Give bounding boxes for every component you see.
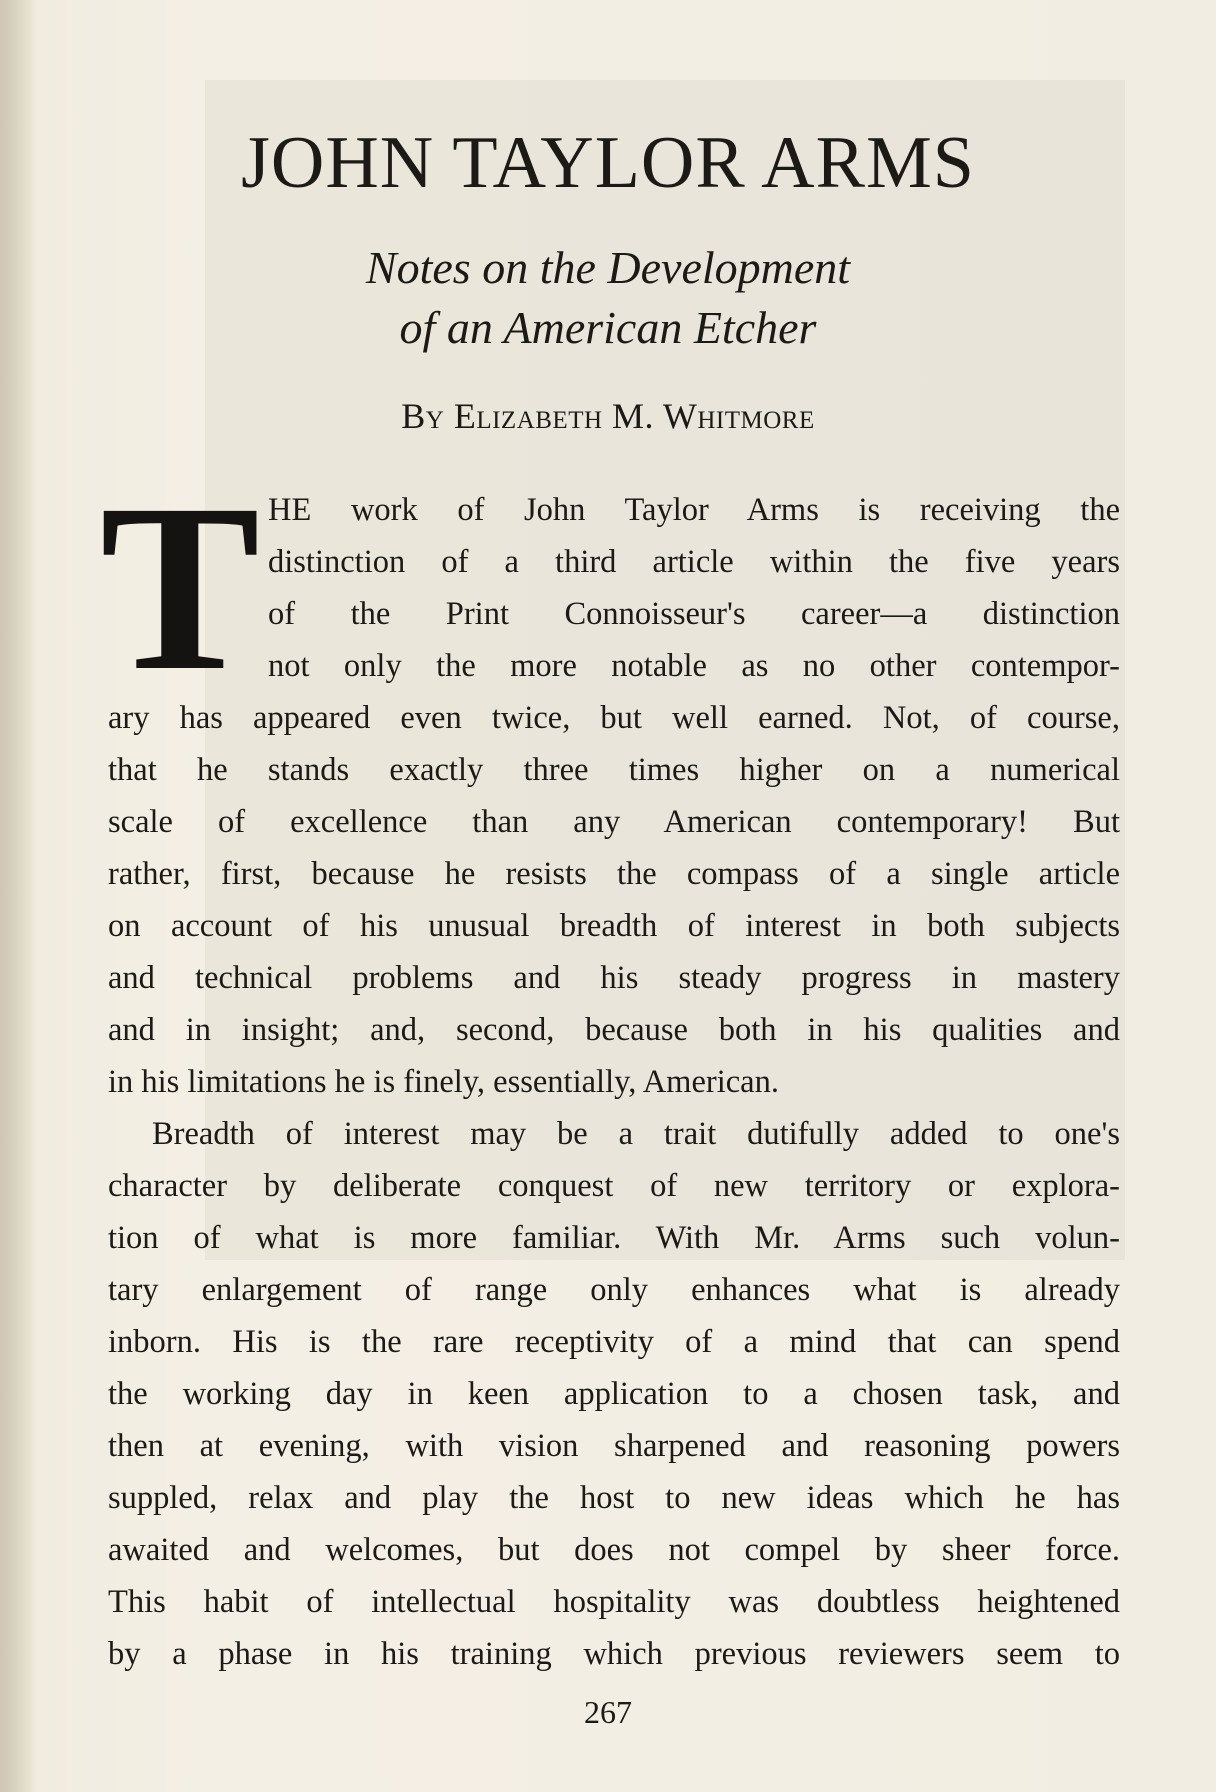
article-title: JOHN TAYLOR ARMS — [241, 122, 975, 204]
text-line: not only the more notable as no other contempor- — [268, 648, 1120, 684]
text-line: tary enlargement of range only enhances what is already — [108, 1272, 1120, 1308]
article-subtitle-line-2: of an American Etcher — [399, 302, 817, 353]
text-line: and in insight; and, second, because both in his qualities and — [108, 1012, 1120, 1048]
text-line: scale of excellence than any American contemporary! But — [108, 804, 1120, 840]
text-line: suppled, relax and play the host to new ideas which he has — [108, 1480, 1120, 1516]
text-line: by a phase in his training which previous reviewers seem to — [108, 1636, 1120, 1672]
text-line: on account of his unusual breadth of interest in both subjects — [108, 908, 1120, 944]
text-line: HE work of John Taylor Arms is receiving the — [268, 492, 1120, 528]
text-line: This habit of intellectual hospitality was doubtless heightened — [108, 1584, 1120, 1620]
text-line: and technical problems and his steady progress in mastery — [108, 960, 1120, 996]
text-line: ary has appeared even twice, but well earned. Not, of course, — [108, 700, 1120, 736]
text-line: the working day in keen application to a chosen task, and — [108, 1376, 1120, 1412]
text-line: inborn. His is the rare receptivity of a mind that can spend — [108, 1324, 1120, 1360]
text-line: rather, first, because he resists the compass of a single article — [108, 856, 1120, 892]
text-line: in his limitations he is finely, essentially, American. — [108, 1064, 779, 1100]
text-line: that he stands exactly three times higher on a numerical — [108, 752, 1120, 788]
text-line: of the Print Connoisseur's career—a distinction — [268, 596, 1120, 632]
article-subtitle-line-1: Notes on the Development — [365, 242, 851, 293]
text-line: tion of what is more familiar. With Mr. Arms such volun- — [108, 1220, 1120, 1256]
text-line: Breadth of interest may be a trait dutifully added to one's — [152, 1116, 1120, 1152]
text-line: character by deliberate conquest of new territory or explora- — [108, 1168, 1120, 1204]
author-byline: By Elizabeth M. Whitmore — [401, 396, 815, 436]
drop-cap: T — [100, 454, 261, 720]
text-line: then at evening, with vision sharpened and reasoning powers — [108, 1428, 1120, 1464]
page-number: 267 — [584, 1694, 632, 1730]
text-line: distinction of a third article within the five years — [268, 544, 1120, 580]
text-line: awaited and welcomes, but does not compel by sheer force. — [108, 1532, 1120, 1568]
